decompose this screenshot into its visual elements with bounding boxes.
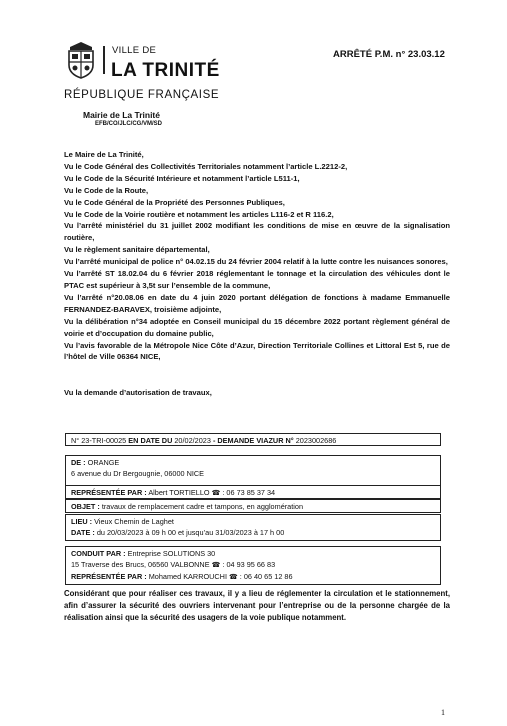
- visa-line: Vu le Code Général de la Propriété des Personnes Publiques,: [64, 197, 285, 207]
- mairie-label: Mairie de La Trinité: [83, 110, 160, 120]
- phone-icon: ☎: [229, 574, 238, 581]
- visa-line: Vu le Code de la Route,: [64, 185, 149, 195]
- visa-line: Le Maire de La Trinité,: [64, 150, 144, 159]
- lieu-value: Vieux Chemin de Laghet: [94, 517, 174, 526]
- conduit-label: CONDUIT PAR :: [71, 549, 126, 558]
- rep-name: Albert TORTIELLO: [148, 488, 210, 497]
- request-number: N° 23-TRI-00025: [71, 436, 127, 445]
- visas-list: [64, 149, 450, 363]
- rep2-name: Mohamed KARROUCHI: [148, 572, 227, 581]
- phone-icon: ☎: [211, 562, 221, 569]
- page-number: 1: [441, 708, 445, 717]
- contractor-address: 15 Traverse des Brucs, 06560 VALBONNE: [71, 560, 210, 569]
- rep-phone: 06 73 85 37 34: [226, 488, 276, 497]
- lieu-label: LIEU :: [71, 517, 93, 526]
- lieu-date-section: [65, 514, 441, 541]
- demande-line: Vu la demande d’autorisation de travaux,: [64, 388, 212, 397]
- applicant-name: ORANGE: [87, 458, 120, 467]
- visa-line: Vu l’arrêté municipal de police n° 04.02.15 du 24 février 2004 relatif à la lutte contre les nuisances sonores,: [64, 257, 448, 267]
- objet-row: [65, 499, 441, 513]
- visa-line: Vu le Code Général des Collectivités Territoriales notamment l’article L.2212-2,: [64, 161, 348, 171]
- date2-value: du 20/03/2023 à 09 h 00 et jusqu’au 31/03/2023 à 17 h 00: [96, 528, 285, 537]
- viazur-label: - DEMANDE VIAZUR N°: [212, 436, 294, 445]
- reference-initials: EFB/CO/JLC/CG/VM/SD: [95, 121, 163, 127]
- rep2-phone: 06 40 65 12 86: [243, 572, 293, 581]
- visa-line: Vu le règlement sanitaire départemental,: [64, 245, 210, 255]
- rep2-label: REPRÉSENTÉE PAR :: [71, 572, 147, 581]
- contractor-name: Entreprise SOLUTIONS 30: [127, 549, 216, 558]
- visa-line: Vu l’arrêté ministériel du 31 juillet 2002 modifiant les conditions de mise en œuvre de la signalisation routière,: [64, 221, 450, 243]
- request-number-row: [65, 433, 441, 446]
- objet-value: travaux de remplacement cadre et tampons, en agglomération: [101, 502, 304, 511]
- representative-row: REPRÉSENTÉE PAR : Albert TORTIELLO ☎ : 06 73 85 37 34: [65, 485, 441, 499]
- visa-line: Vu la délibération n°34 adoptée en Conseil municipal du 15 décembre 2022 portant règlement général de voirie et d’occupation du domaine public,: [64, 316, 450, 338]
- contractor-phone: 04 93 95 66 83: [226, 560, 276, 569]
- request-date: 20/02/2023: [174, 436, 211, 445]
- ville-label: VILLE DE: [112, 45, 157, 56]
- contractor-section: CONDUIT PAR : Entreprise SOLUTIONS 30 15 Traverse des Brucs, 06560 VALBONNE ☎ : 04 93 95 66 83 REPRÉSENTÉE PAR : Mohamed KARROUCHI ☎ : 06 40 65 12 86: [65, 546, 441, 585]
- objet-label: OBJET :: [71, 502, 100, 511]
- visa-line: Vu le Code de la Sécurité Intérieure et notamment l’article L511-1,: [64, 173, 300, 183]
- arrete-number: ARRÊTÉ P.M. n° 23.03.12: [333, 49, 445, 60]
- visa-line: Vu l’arrêté ST 18.02.04 du 6 février 2018 réglementant le tonnage et la circulation des véhicules dont le PTAC est supérieur à 3,5t sur l’ensemble de la commune,: [64, 269, 450, 290]
- rep-label: REPRÉSENTÉE PAR :: [71, 488, 147, 497]
- considerant-paragraph: Considérant que pour réaliser ces travaux, il y a lieu de réglementer la circulation et le stationnement, afin d’assurer la sécurité des ouvriers intervenant pour l’entreprise ou de la personne chargée de la réalisation ainsi que la sécurité des usagers de la voie publique notamment.: [64, 589, 450, 622]
- city-name: LA TRINITÉ: [111, 60, 220, 81]
- visa-line: Vu l’arrêté n°20.08.06 en date du 4 juin 2020 portant délégation de fonctions à madame Emmanuelle FERNANDEZ-BARAVEX, troisième adjointe,: [64, 292, 450, 314]
- applicant-section: [65, 455, 441, 486]
- city-crest-logo: [66, 41, 96, 79]
- de-label: DE :: [71, 458, 86, 467]
- date-label: EN DATE DU: [128, 436, 173, 445]
- visa-line: Vu l’avis favorable de la Métropole Nice Côte d’Azur, Direction Territoriale Collines et Littoral Est 5, rue de l’hôtel de Ville 06364 NICE,: [64, 340, 450, 362]
- phone-icon: ☎: [211, 490, 221, 497]
- applicant-address: 6 avenue du Dr Bergougnie, 06000 NICE: [71, 469, 205, 478]
- logo-divider: [103, 46, 105, 74]
- viazur-number: 2023002686: [295, 436, 337, 445]
- visa-line: Vu le Code de la Voirie routière et notamment les articles L116-2 et R 116.2,: [64, 209, 334, 219]
- republique-label: RÉPUBLIQUE FRANÇAISE: [64, 89, 220, 101]
- date2-label: DATE :: [71, 528, 95, 537]
